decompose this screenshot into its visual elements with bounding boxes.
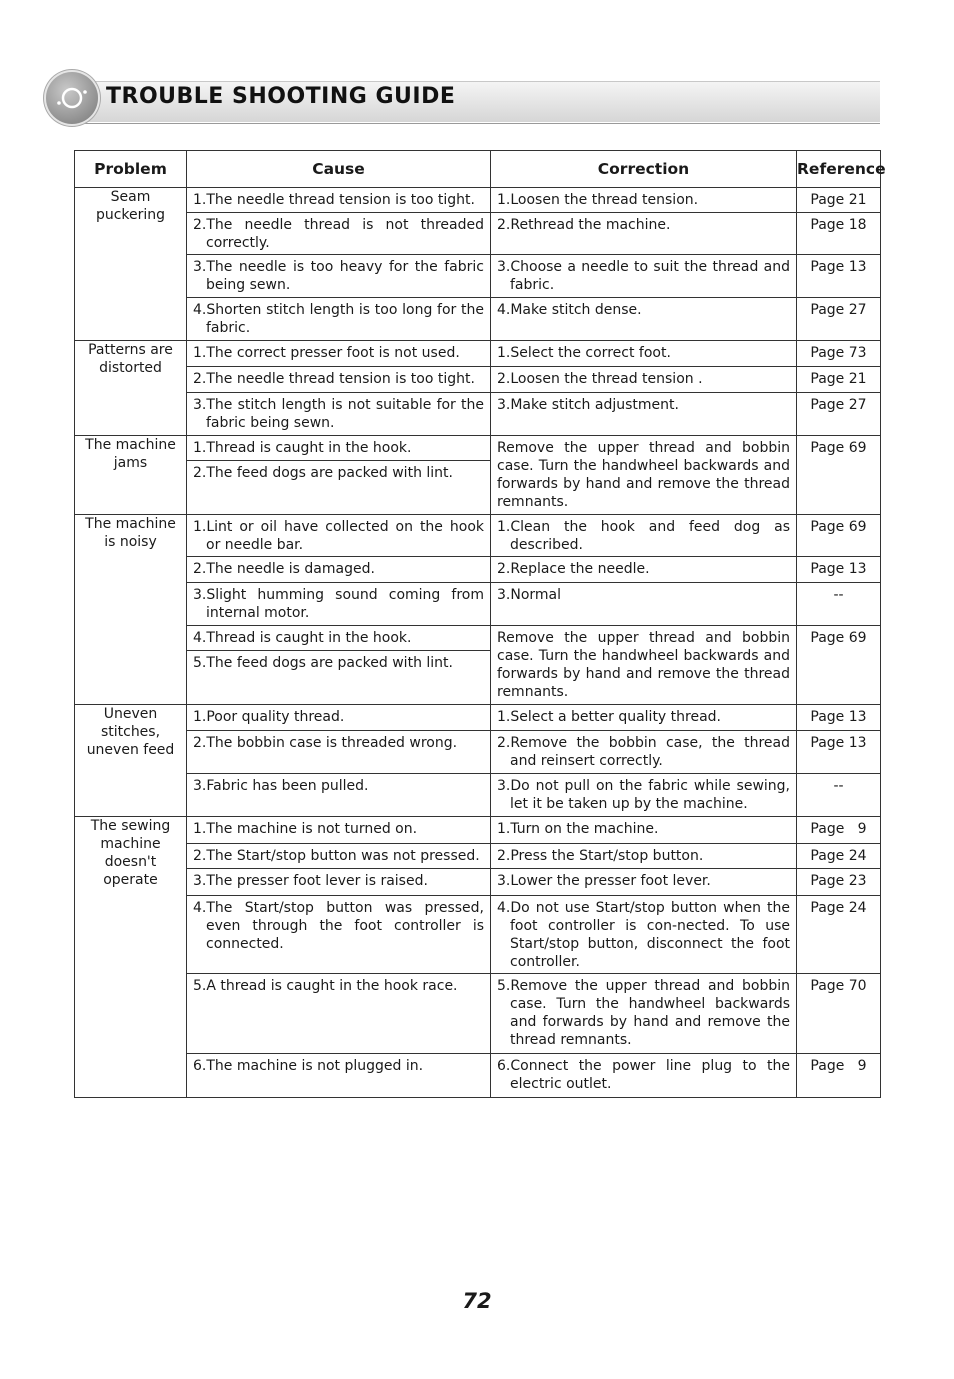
correction-cell: [491, 583, 797, 626]
cause-cell: [187, 1054, 491, 1098]
cause-text: 3.Fabric has been pulled.: [193, 778, 369, 794]
cause-cell: [187, 367, 491, 393]
correction-cell: [491, 626, 797, 705]
page-number: 72: [462, 1289, 492, 1313]
cause-cell: [187, 896, 491, 974]
reference-cell: Page 27: [797, 393, 881, 436]
cause-cell: [187, 436, 491, 461]
cause-text: 2.The needle is damaged.: [193, 561, 375, 577]
correction-text: 1.Turn on the machine.: [497, 821, 659, 837]
correction-text: 5.Remove the upper thread and bobbin case. Turn the handwheel backwards and forwards by hand and remove the thread remnants.: [497, 978, 790, 1048]
table-header-row: [75, 151, 881, 188]
correction-text: 4.Make stitch dense.: [497, 302, 642, 318]
troubleshooting-table: [74, 150, 886, 1098]
reference-cell: Page 9: [797, 1054, 881, 1098]
column-header: Correction: [491, 151, 797, 188]
cause-cell: [187, 774, 491, 817]
section-header: [44, 70, 882, 126]
correction-cell: [491, 298, 797, 341]
correction-text: Remove the upper thread and bobbin case. Turn the handwheel backwards and forwards by hand and remove the thread remnants.: [497, 440, 790, 510]
cause-text: 2.The needle thread is not threaded correctly.: [193, 217, 484, 251]
reference-cell: Page 69: [797, 626, 881, 705]
reference-cell: Page 18: [797, 213, 881, 255]
table-row: [75, 626, 881, 651]
table-row: [75, 869, 881, 896]
correction-text: 1.Select a better quality thread.: [497, 709, 722, 725]
correction-text: 2.Press the Start/stop button.: [497, 848, 704, 864]
correction-cell: [491, 731, 797, 774]
table-row: [75, 705, 881, 731]
reference-cell: Page 73: [797, 341, 881, 367]
correction-cell: [491, 515, 797, 557]
correction-text: 4.Do not use Start/stop button when the foot controller is con-nected. To use Start/stop button, disconnect the foot controller.: [497, 900, 790, 970]
correction-cell: [491, 844, 797, 869]
table-row: [75, 731, 881, 774]
problem-cell: Patterns are distorted: [75, 341, 187, 436]
cause-cell: [187, 626, 491, 651]
cause-text: 3.Slight humming sound coming from internal motor.: [193, 587, 484, 621]
correction-text: 2.Loosen the thread tension .: [497, 371, 703, 387]
reference-cell: Page 69: [797, 515, 881, 557]
cause-cell: [187, 731, 491, 774]
cause-text: 2.The bobbin case is threaded wrong.: [193, 735, 458, 751]
cause-cell: [187, 557, 491, 583]
cause-cell: [187, 393, 491, 436]
correction-cell: [491, 188, 797, 213]
cause-cell: [187, 974, 491, 1054]
correction-text: 3.Make stitch adjustment.: [497, 397, 679, 413]
cause-text: 4.Thread is caught in the hook.: [193, 630, 412, 646]
table-row: [75, 367, 881, 393]
correction-cell: [491, 213, 797, 255]
correction-cell: [491, 774, 797, 817]
table-row: [75, 557, 881, 583]
reference-cell: --: [797, 774, 881, 817]
cause-text: 4.The Start/stop button was pressed, even through the foot controller is connected.: [193, 900, 484, 952]
cause-cell: [187, 651, 491, 705]
cause-text: 1.The needle thread tension is too tight.: [193, 192, 475, 208]
problem-cell: Uneven stitches, uneven feed: [75, 705, 187, 817]
correction-cell: [491, 557, 797, 583]
correction-text: 3.Normal: [497, 587, 562, 603]
problem-cell: The sewing machine doesn't operate: [75, 817, 187, 1098]
cause-text: 5.A thread is caught in the hook race.: [193, 978, 458, 994]
table-row: [75, 341, 881, 367]
correction-cell: [491, 255, 797, 298]
table-row: [75, 298, 881, 341]
cause-text: 1.The correct presser foot is not used.: [193, 345, 460, 361]
cause-text: 1.Lint or oil have collected on the hook or needle bar.: [193, 519, 484, 553]
cause-text: 4.Shorten stitch length is too long for the fabric.: [193, 302, 484, 336]
correction-cell: [491, 367, 797, 393]
cause-text: 3.The stitch length is not suitable for the fabric being sewn.: [193, 397, 484, 431]
correction-cell: [491, 393, 797, 436]
reference-cell: Page 21: [797, 367, 881, 393]
correction-cell: [491, 869, 797, 896]
reference-cell: --: [797, 583, 881, 626]
cause-text: 5.The feed dogs are packed with lint.: [193, 655, 453, 671]
column-header: Problem: [75, 151, 187, 188]
correction-cell: [491, 436, 797, 515]
table-row: [75, 974, 881, 1054]
cause-text: 2.The needle thread tension is too tight.: [193, 371, 475, 387]
cause-text: 1.The machine is not turned on.: [193, 821, 418, 837]
cause-text: 1.Poor quality thread.: [193, 709, 345, 725]
correction-text: 2.Replace the needle.: [497, 561, 650, 577]
cause-text: 3.The presser foot lever is raised.: [193, 873, 428, 889]
table-row: [75, 844, 881, 869]
problem-cell: The machine is noisy: [75, 515, 187, 705]
reference-cell: Page 21: [797, 188, 881, 213]
reference-cell: Page 9: [797, 817, 881, 844]
reference-cell: Page 70: [797, 974, 881, 1054]
correction-text: 1.Loosen the thread tension.: [497, 192, 699, 208]
table-row: [75, 188, 881, 213]
problem-cell: Seam puckering: [75, 188, 187, 341]
correction-text: 3.Choose a needle to suit the thread and fabric.: [497, 259, 790, 293]
cause-cell: [187, 255, 491, 298]
table-row: [75, 896, 881, 974]
correction-text: 1.Clean the hook and feed dog as described.: [497, 519, 790, 553]
cause-cell: [187, 461, 491, 515]
correction-cell: [491, 1054, 797, 1098]
sewing-badge-icon: [46, 72, 98, 124]
header-rule: [80, 123, 880, 124]
correction-cell: [491, 341, 797, 367]
cause-cell: [187, 705, 491, 731]
cause-text: 2.The feed dogs are packed with lint.: [193, 465, 453, 481]
correction-text: 6.Connect the power line plug to the electric outlet.: [497, 1058, 790, 1092]
reference-cell: Page 69: [797, 436, 881, 515]
reference-cell: Page 13: [797, 731, 881, 774]
table-row: [75, 817, 881, 844]
page-title: TROUBLE SHOOTING GUIDE: [106, 84, 456, 109]
table-row: [75, 515, 881, 557]
correction-cell: [491, 817, 797, 844]
correction-text: 2.Rethread the machine.: [497, 217, 671, 233]
cause-cell: [187, 298, 491, 341]
cause-cell: [187, 213, 491, 255]
reference-cell: Page 27: [797, 298, 881, 341]
column-header: Reference: [797, 151, 881, 188]
table-row: [75, 1054, 881, 1098]
cause-cell: [187, 515, 491, 557]
cause-cell: [187, 188, 491, 213]
correction-text: 2.Remove the bobbin case, the thread and reinsert correctly.: [497, 735, 790, 769]
cause-text: 1.Thread is caught in the hook.: [193, 440, 412, 456]
cause-cell: [187, 869, 491, 896]
correction-text: Remove the upper thread and bobbin case. Turn the handwheel backwards and forwards by hand and remove the thread remnants.: [497, 630, 790, 700]
correction-cell: [491, 896, 797, 974]
reference-cell: Page 13: [797, 557, 881, 583]
reference-cell: Page 23: [797, 869, 881, 896]
correction-text: 1.Select the correct foot.: [497, 345, 671, 361]
column-header: Cause: [187, 151, 491, 188]
table-row: [75, 393, 881, 436]
cause-cell: [187, 844, 491, 869]
table-row: [75, 213, 881, 255]
cause-cell: [187, 817, 491, 844]
correction-cell: [491, 705, 797, 731]
cause-text: 3.The needle is too heavy for the fabric being sewn.: [193, 259, 484, 293]
table-row: [75, 583, 881, 626]
correction-text: 3.Lower the presser foot lever.: [497, 873, 711, 889]
reference-cell: Page 24: [797, 896, 881, 974]
table-row: [75, 255, 881, 298]
correction-text: 3.Do not pull on the fabric while sewing, let it be taken up by the machine.: [497, 778, 790, 812]
reference-cell: Page 13: [797, 255, 881, 298]
cause-text: 2.The Start/stop button was not pressed.: [193, 848, 480, 864]
reference-cell: Page 24: [797, 844, 881, 869]
cause-cell: [187, 341, 491, 367]
cause-cell: [187, 583, 491, 626]
problem-cell: The machine jams: [75, 436, 187, 515]
table-row: [75, 436, 881, 461]
table-row: [75, 774, 881, 817]
correction-cell: [491, 974, 797, 1054]
reference-cell: Page 13: [797, 705, 881, 731]
cause-text: 6.The machine is not plugged in.: [193, 1058, 424, 1074]
